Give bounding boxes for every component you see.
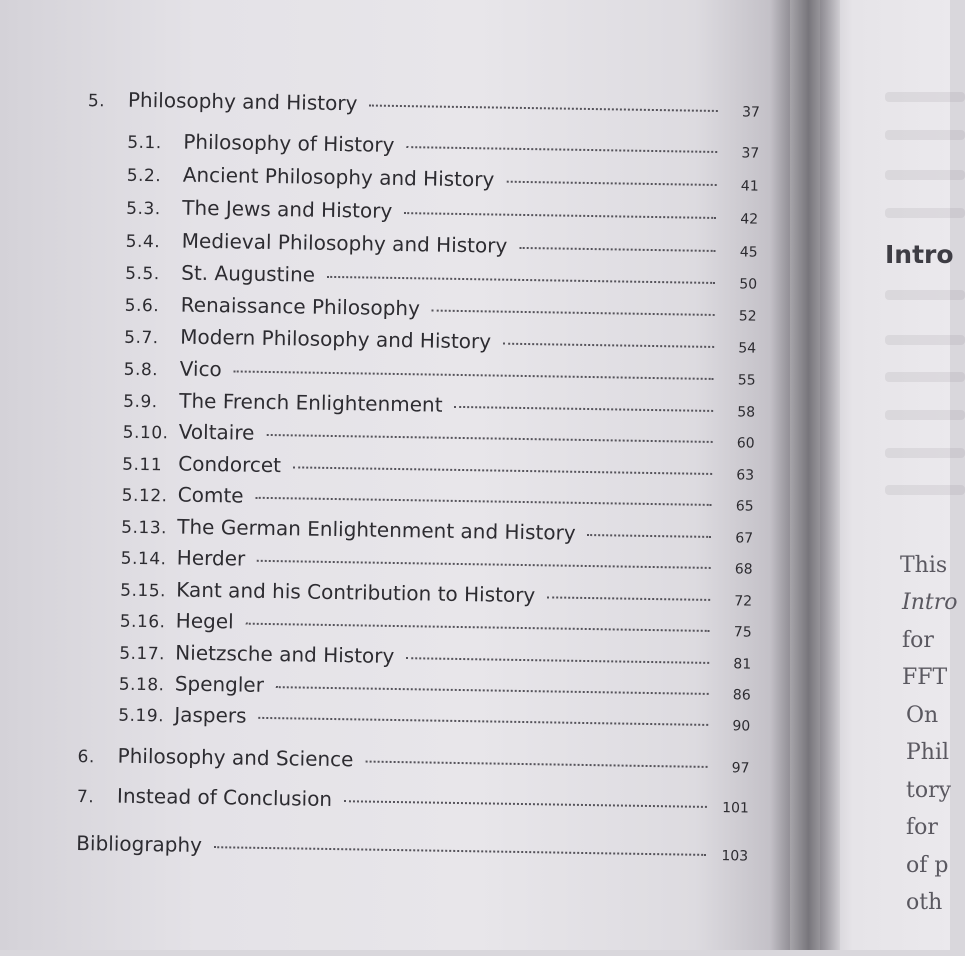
toc-page-number: 52 — [738, 308, 757, 325]
dot-leader — [432, 310, 715, 316]
toc-entry-title: Philosophy and Science — [117, 743, 354, 772]
toc-entry-number: 5.18. — [118, 674, 165, 696]
right-page-text-line: Phil — [906, 740, 950, 765]
dot-leader — [257, 560, 711, 569]
toc-entry-title: Philosophy and History — [127, 87, 358, 116]
faint-text-line — [885, 130, 965, 140]
toc-entry-title: Vico — [179, 356, 222, 382]
toc-entry — [88, 87, 760, 122]
toc-entry — [125, 260, 757, 294]
toc-entry — [123, 419, 755, 453]
toc-entry-title: Voltaire — [178, 419, 255, 445]
toc-entry — [124, 356, 756, 390]
faint-text-line — [885, 208, 965, 218]
dot-leader — [234, 370, 714, 380]
toc-entry — [120, 577, 752, 611]
dot-leader — [365, 761, 707, 768]
toc-entry-number: 5.8. — [123, 359, 159, 381]
toc-entry-title: The French Enlightenment — [179, 388, 443, 417]
toc-entry-title: The Jews and History — [182, 195, 393, 223]
toc-entry-number: 5.4. — [125, 231, 161, 253]
toc-entry-number: 5.14. — [120, 548, 167, 570]
toc-entry-number: 5.2. — [126, 165, 162, 187]
faint-text-line — [885, 92, 965, 102]
faint-text-line — [885, 170, 965, 180]
toc-entry-title: Nietzsche and History — [175, 640, 395, 668]
toc-page-number: 63 — [736, 467, 755, 484]
right-page-text-line: tory — [906, 778, 952, 803]
toc-page-number: 37 — [741, 145, 760, 162]
dot-leader — [547, 596, 710, 601]
toc-entry-number: 5.9. — [123, 391, 158, 413]
dot-leader — [404, 212, 716, 219]
toc-page-number: 60 — [736, 435, 755, 452]
toc-entry-number: 5.13. — [121, 517, 168, 539]
toc-entry — [77, 783, 749, 818]
toc-page-number: 67 — [735, 530, 754, 547]
toc-entry — [121, 545, 753, 579]
toc-page-number: 101 — [722, 800, 750, 817]
toc-entry-title: Comte — [177, 482, 244, 508]
dot-leader — [506, 181, 716, 186]
faint-text-line — [885, 410, 965, 420]
toc-entry — [123, 388, 755, 422]
dot-leader — [266, 434, 712, 443]
toc-entry-number: 5.7. — [124, 327, 159, 349]
toc-entry-number: 5.3. — [126, 198, 161, 220]
toc-entry-number: 5.15. — [120, 580, 167, 602]
toc-entry — [127, 162, 759, 196]
chapter-heading: Intro — [885, 240, 954, 269]
toc-page-number: 72 — [734, 593, 753, 610]
toc-entry — [122, 451, 754, 485]
toc-entry — [127, 129, 759, 163]
faint-text-line — [885, 290, 965, 300]
dot-leader — [588, 534, 712, 538]
toc-entry-title: Herder — [176, 545, 246, 571]
toc-entry-title: Kant and his Contribution to History — [176, 577, 536, 608]
faint-text-line — [885, 485, 965, 495]
toc-page-number: 55 — [737, 372, 756, 389]
dot-leader — [276, 686, 709, 695]
toc-entry-number: 5.11 — [122, 454, 163, 476]
dot-leader — [214, 846, 706, 856]
toc-entry-number: 5.12. — [121, 485, 168, 507]
dot-leader — [327, 276, 715, 284]
toc-page-number: 54 — [738, 340, 757, 357]
toc-entry — [119, 671, 751, 705]
right-page-text-line: of p — [906, 853, 949, 878]
toc-entry-number: 7. — [76, 787, 95, 808]
toc-entry-title: Hegel — [175, 608, 234, 634]
toc-page-number: 68 — [734, 561, 753, 578]
dot-leader — [344, 800, 707, 808]
toc-entry-number: 5.10. — [122, 422, 169, 444]
toc-entry — [77, 743, 749, 778]
toc-page-number: 45 — [739, 244, 758, 261]
toc-entry-number: 5. — [87, 91, 106, 112]
dot-leader — [258, 717, 708, 726]
faint-text-line — [885, 372, 965, 382]
toc-page-number: 50 — [739, 276, 758, 293]
toc-page-number: 86 — [732, 687, 751, 704]
toc-entry-number: 5.16. — [119, 611, 166, 633]
dot-leader — [369, 105, 718, 112]
dot-leader — [503, 343, 714, 348]
toc-entry — [76, 831, 748, 866]
toc-page-number: 103 — [721, 848, 749, 865]
toc-entry-title: Ancient Philosophy and History — [182, 162, 495, 192]
toc-page-number: 58 — [737, 404, 756, 421]
toc-entry-title: Modern Philosophy and History — [180, 324, 492, 354]
toc-entry — [122, 482, 754, 516]
toc-page-number: 37 — [741, 104, 760, 121]
toc-entry-title: Instead of Conclusion — [116, 783, 333, 812]
toc-entry-number: 5.6. — [124, 295, 160, 317]
dot-leader — [519, 247, 715, 252]
toc-page-number: 41 — [740, 178, 759, 195]
right-page-text-line: for — [902, 628, 934, 653]
right-page-text-line: oth — [906, 890, 943, 915]
faint-text-line — [885, 335, 965, 345]
toc-entry-number: 6. — [77, 747, 96, 768]
toc-entry-title: Condorcet — [178, 451, 282, 478]
toc-entry-title: St. Augustine — [181, 260, 316, 287]
toc-entry-number: 5.17. — [119, 643, 166, 665]
toc-entry — [125, 292, 757, 326]
toc-entry-title: The German Enlightenment and History — [177, 514, 576, 545]
toc-entry-title: Spengler — [174, 671, 265, 697]
toc-entry-title: Medieval Philosophy and History — [181, 228, 508, 258]
toc-entry — [118, 702, 750, 736]
dot-leader — [293, 466, 712, 475]
toc-entry-title: Philosophy of History — [183, 129, 395, 157]
right-page-text-line: for — [906, 815, 938, 840]
toc-page-number: 97 — [731, 760, 750, 777]
toc-entry — [126, 195, 758, 229]
toc-entry — [119, 640, 751, 674]
dot-leader — [406, 657, 709, 664]
toc-entry — [121, 514, 753, 548]
toc-entry-title: Bibliography — [76, 831, 203, 857]
toc-entry-title: Jaspers — [174, 702, 247, 728]
toc-entry — [124, 324, 756, 358]
dot-leader — [454, 406, 713, 412]
toc-entry-title: Renaissance Philosophy — [180, 292, 421, 321]
toc-entry-number: 5.1. — [127, 132, 162, 154]
toc-page-number: 81 — [733, 656, 752, 673]
dot-leader — [246, 623, 710, 632]
toc-entry — [120, 608, 752, 642]
toc-page-number: 65 — [735, 498, 754, 515]
toc-page-number: 90 — [732, 718, 751, 735]
right-page-text-line: On — [906, 703, 939, 728]
right-page-text-line: Intro — [902, 590, 958, 615]
toc-page-number: 42 — [740, 211, 759, 228]
faint-text-line — [885, 448, 965, 458]
dot-leader — [406, 146, 717, 153]
right-page-text-line: FFT — [902, 665, 948, 690]
toc-entry-number: 5.19. — [118, 705, 165, 727]
right-page-text-line: This — [900, 553, 948, 578]
toc-entry-number: 5.5. — [125, 263, 160, 285]
dot-leader — [256, 497, 712, 506]
toc-page-number: 75 — [733, 624, 752, 641]
toc-entry — [126, 228, 758, 262]
